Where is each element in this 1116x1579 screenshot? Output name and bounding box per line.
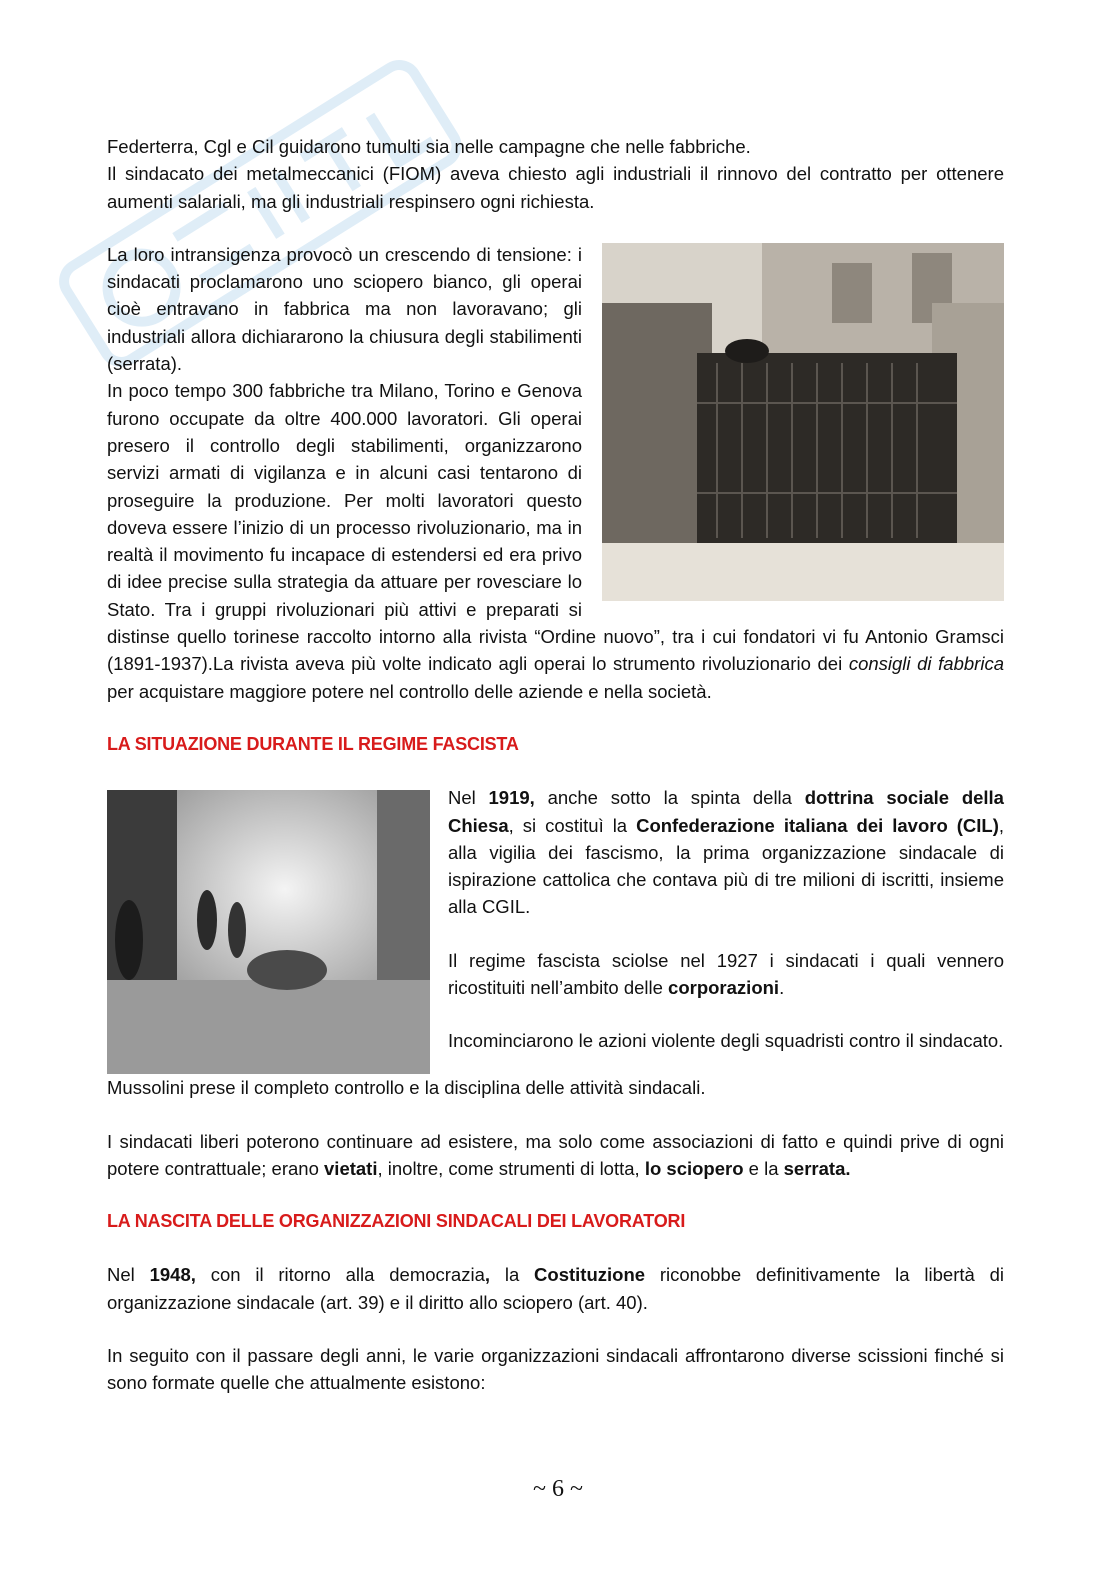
page-body [107, 133, 1004, 1397]
bold-term: vietati [324, 1157, 378, 1179]
bold-term: lo sciopero [644, 1157, 744, 1179]
text-run: anche sotto la spinta della [534, 787, 805, 809]
section-heading: LA NASCITA DELLE ORGANIZZAZIONI SINDACALI DEI LAVORATORI [107, 1211, 686, 1232]
text-run: riconobbe definitivamente la libertà di organizzazione sindacale (art. 39) e il diritto allo sciopero (art. 40). [107, 1264, 1004, 1313]
paragraph [107, 1128, 1004, 1183]
text-run: In poco tempo 300 fabbriche tra Milano, Torino e Genova furono occupate da oltre 400.000 lavoratori. Gli operai presero il controllo degli stabilimenti, organizzarono servizi armati di vigilanza e in alcuni casi tentarono di proseguire la produzione. Per molti lavoratori questo doveva essere l’inizio di un processo rivoluzionario, ma in realtà il movimento fu incapace di estendersi ed era privo di idee precise sulla strategia da attuare per rovesciare lo Stato. Tra i gruppi rivoluzionari più attivi e preparati si distinse quello torinese raccolto intorno alla rivista “Ordine nuovo”, tra i cui fondatori vi fu Antonio Gramsci (1891-1937).La rivista aveva più volte indicato agli operai lo strumento rivoluzionario dei [107, 380, 1004, 675]
paragraph [107, 1261, 1004, 1316]
street-violence-photo [107, 790, 430, 1074]
text-run: . [779, 977, 785, 999]
bold-term: dottrina sociale della Chiesa [448, 787, 1004, 836]
text-run: Nel [448, 787, 489, 809]
italic-term: consigli di fabbrica [848, 653, 1004, 675]
factory-gate-photo [602, 243, 1004, 601]
paragraph: Il sindacato dei metalmeccanici (FIOM) aveva chiesto agli industriali il rinnovo del contratto per ottenere aumenti salariali, ma gli industriali respinsero ogni richiesta. [107, 163, 1004, 212]
paragraph: La loro intransigenza provocò un crescendo di tensione: i sindacati proclamarono uno sciopero bianco, gli operai cioè entravano in fabbrica ma non lavoravano; gli industriali allora dichiararono la chiusura degli stabilimenti (serrata). [107, 243, 582, 375]
text-run: , si costituì la [508, 814, 637, 836]
bold-term: Costituzione [534, 1264, 646, 1286]
text-run: Nel [107, 1264, 150, 1286]
text-run: per acquistare maggiore potere nel controllo delle aziende e nella società. [107, 680, 712, 702]
paragraph: Federterra, Cgl e Cil guidarono tumulti sia nelle campagne che nelle fabbriche. [107, 136, 751, 157]
text-run: , alla vigilia dei fascismo, la prima organizzazione sindacale di ispirazione cattolica che contava più di tre milioni di iscritti, insieme alla CGIL. [448, 814, 1004, 918]
section-heading: LA SITUAZIONE DURANTE IL REGIME FASCISTA [107, 733, 519, 754]
page-number: ~ 6 ~ [533, 1476, 583, 1502]
text-run: I sindacati liberi poterono continuare ad esistere, ma solo come associazioni di fatto e quindi prive di ogni potere contrattuale; erano [107, 1130, 1004, 1179]
text-run: e la [743, 1157, 784, 1179]
text-run: con il ritorno alla democrazia [195, 1264, 485, 1286]
paragraph: In seguito con il passare degli anni, le varie organizzazioni sindacali affrontarono diverse scissioni finché si sono formate quelle che attualmente esistono: [107, 1345, 1004, 1394]
bold-term: 1948, [149, 1264, 196, 1286]
text-run: , inoltre, come strumenti di lotta, [377, 1157, 645, 1179]
bold-term: , [484, 1264, 491, 1286]
bold-term: corporazioni [668, 977, 780, 999]
bold-term: serrata. [783, 1157, 851, 1179]
text-run: la [490, 1264, 535, 1286]
text-run: Il regime fascista sciolse nel 1927 i sindacati i quali vennero ricostituiti nell’ambito delle [448, 949, 1004, 999]
bold-term: 1919, [488, 787, 535, 809]
paragraph: Incominciarono le azioni violente degli squadristi contro il sindacato. [448, 1030, 1004, 1052]
paragraph: Mussolini prese il completo controllo e la disciplina delle attività sindacali. [107, 1077, 706, 1099]
bold-term: Confederazione italiana dei lavoro (CIL) [636, 814, 999, 836]
